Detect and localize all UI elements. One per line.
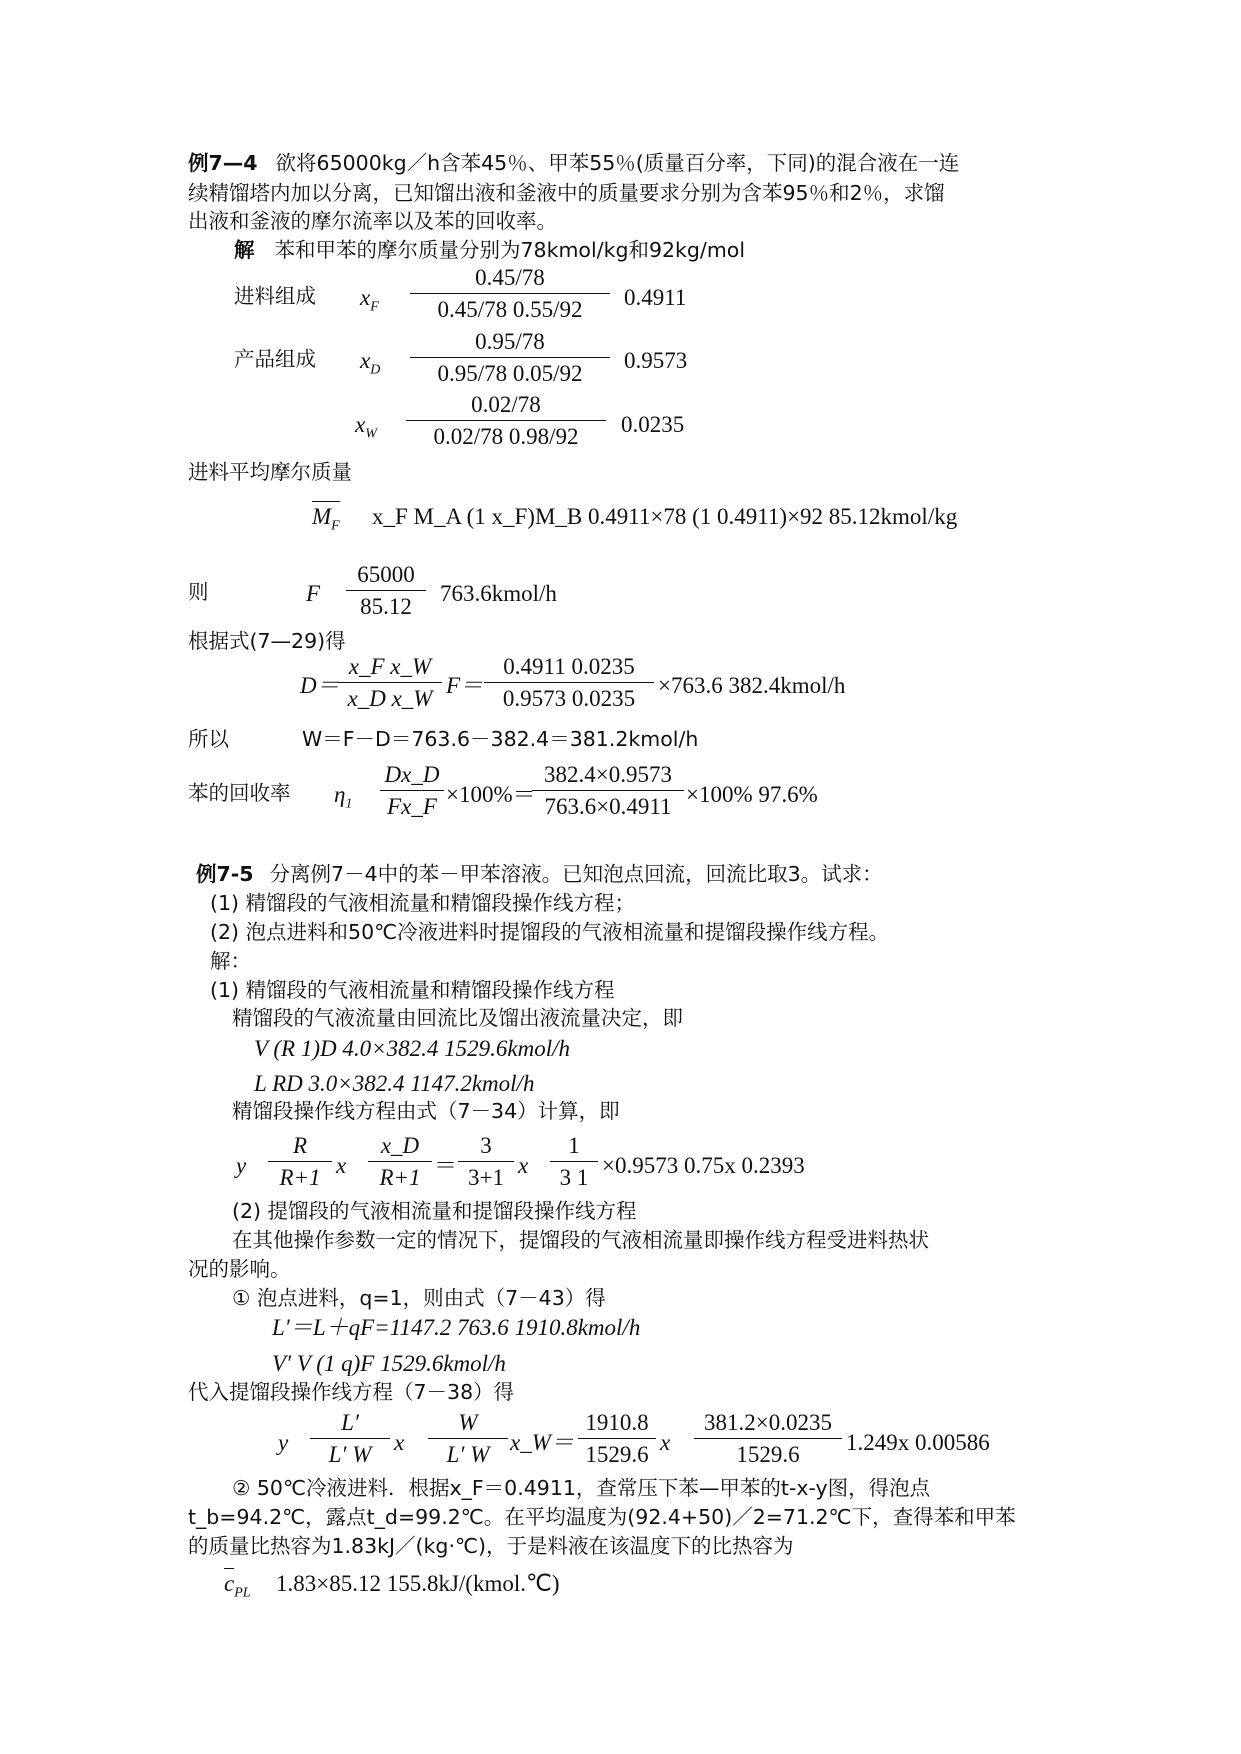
- f-fraction: [346, 563, 426, 619]
- case-2-line-1: ② 50℃冷液进料．根据x_F＝0.4911，查常压下苯—甲苯的t-x-y图，得泡点: [232, 1476, 931, 1500]
- strip-fraction-2-den: L′ W: [428, 1438, 508, 1467]
- xd-lhs: $x_D$: [360, 348, 381, 378]
- case-2-line-2: t_b=94.2℃，露点t_d=99.2℃。在平均温度为(92.4+50)／2=71.2℃下，查得苯和甲苯: [188, 1505, 1016, 1529]
- strip-fraction-1: [310, 1411, 390, 1467]
- recovery-mid: ×100%＝: [446, 782, 536, 807]
- strip-fraction-3-num: 1910.8: [585, 1410, 649, 1435]
- f-lhs: F: [306, 581, 321, 606]
- l-equation: L RD 3.0×382.4 1147.2kmol/h: [254, 1071, 535, 1096]
- op-fraction-2-den: R+1: [368, 1161, 432, 1190]
- xd-denominator: 0.95/78 0.05/92: [410, 357, 610, 386]
- recovery-lhs: $\eta_1$: [334, 782, 353, 812]
- recovery-value: ×100% 97.6%: [686, 782, 818, 807]
- xf-numerator: 0.45/78: [475, 265, 545, 290]
- v-prime-equation: V′ V (1 q)F 1529.6kmol/h: [272, 1351, 506, 1376]
- op-fraction-1-num: R: [292, 1133, 308, 1158]
- op-rhs: ×0.9573 0.75x 0.2393: [602, 1153, 805, 1178]
- so-label: 所以: [188, 727, 229, 751]
- part-2-heading: (2) 提馏段的气液相流量和提馏段操作线方程: [232, 1199, 637, 1223]
- solution-line: [234, 240, 745, 261]
- xw-value: 0.0235: [621, 412, 685, 437]
- op-fraction-3: [458, 1134, 514, 1190]
- op-fraction-2-num: x_D: [380, 1133, 420, 1158]
- op-fraction-1-den: R+1: [268, 1161, 332, 1190]
- op-fraction-4-den: 3 1: [550, 1161, 598, 1190]
- example-7-5-line: [196, 864, 883, 885]
- strip-fraction-4: [694, 1411, 842, 1467]
- xd-value: 0.9573: [624, 348, 688, 373]
- case-1-heading: ① 泡点进料，q=1，则由式（7－43）得: [232, 1286, 606, 1310]
- d-denominator-symbolic: x_D x_W: [338, 682, 442, 711]
- xd-numerator: 0.95/78: [475, 329, 545, 354]
- cp-lhs: $c_{PL}$: [224, 1572, 251, 1601]
- example-7-4-line-3: 出液和釜液的摩尔流率以及苯的回收率。: [188, 209, 557, 233]
- op-fraction-1: [268, 1134, 332, 1190]
- solution-label-2: 解：: [210, 949, 251, 973]
- example-7-4-line-2: 续精馏塔内加以分离，已知馏出液和釜液中的质量要求分别为含苯95％和2％，求馏: [188, 181, 945, 205]
- example-7-5-label: 例7-5: [196, 862, 254, 886]
- example-7-4-line-1: [188, 153, 959, 174]
- op-fraction-3-den: 3+1: [458, 1161, 514, 1190]
- case-2-line-3: 的质量比热容为1.83kJ／(kg·℃)，于是料液在该温度下的比热容为: [188, 1534, 794, 1558]
- op-fraction-4: [550, 1134, 598, 1190]
- recovery-fraction-numeric: [532, 763, 684, 819]
- strip-fraction-3: [578, 1411, 656, 1467]
- example-7-4-label: 例7—4: [188, 151, 258, 175]
- d-f-symbol: F＝: [446, 673, 484, 698]
- mf-lhs: $M_F$: [312, 505, 340, 534]
- solution-label: 解: [234, 238, 255, 262]
- strip-fraction-4-num: 381.2×0.0235: [704, 1410, 832, 1435]
- xw-lhs: $x_W$: [355, 412, 377, 442]
- l-prime-equation: L′＝L＋qF=1147.2 763.6 1910.8kmol/h: [272, 1315, 641, 1340]
- xw-numerator: 0.02/78: [471, 392, 541, 417]
- d-numerator-symbolic: x_F x_W: [348, 654, 432, 679]
- op-fraction-2: [368, 1134, 432, 1190]
- d-numerator-numeric: 0.4911 0.0235: [503, 654, 635, 679]
- op-x-1: x: [336, 1153, 347, 1178]
- recovery-label: 苯的回收率: [188, 781, 291, 805]
- xw-fraction: [406, 393, 606, 449]
- recovery-numerator-symbolic: Dx_D: [384, 762, 440, 787]
- feed-composition-label: 进料组成: [234, 284, 316, 308]
- f-value: 763.6kmol/h: [440, 581, 557, 606]
- then-label: 则: [188, 580, 209, 604]
- f-numerator: 65000: [357, 562, 415, 587]
- op-x-2: x: [518, 1153, 529, 1178]
- xw-denominator: 0.02/78 0.98/92: [406, 420, 606, 449]
- recovery-fraction-symbolic: [380, 763, 444, 819]
- strip-fraction-3-den: 1529.6: [578, 1438, 656, 1467]
- part-2-description-1: 在其他操作参数一定的情况下，提馏段的气液相流量即操作线方程受进料热状: [232, 1228, 929, 1252]
- recovery-denominator-symbolic: Fx_F: [380, 790, 444, 819]
- xf-lhs: $x_F$: [360, 285, 379, 315]
- strip-fraction-1-num: L′: [341, 1410, 359, 1435]
- xf-value: 0.4911: [624, 285, 687, 310]
- strip-rhs: 1.249x 0.00586: [846, 1430, 990, 1455]
- strip-lhs: y: [278, 1430, 289, 1455]
- example-7-5-statement: 分离例7－4中的苯－甲苯溶液。已知泡点回流，回流比取3。试求：: [269, 862, 883, 886]
- part-1-description: 精馏段的气液流量由回流比及馏出液流量决定，即: [232, 1006, 683, 1030]
- cp-equation: 1.83×85.12 155.8kJ/(kmol.℃): [276, 1571, 560, 1596]
- mf-equation: x_F M_A (1 x_F)M_B 0.4911×78 (1 0.4911)×92 85.12kmol/kg: [372, 504, 958, 529]
- op-lhs: y: [236, 1153, 247, 1178]
- xf-denominator: 0.45/78 0.55/92: [410, 293, 610, 322]
- product-composition-label: 产品组成: [234, 347, 316, 371]
- d-value: ×763.6 382.4kmol/h: [658, 673, 846, 698]
- op-fraction-4-num: 1: [568, 1133, 580, 1158]
- mean-molar-mass-label: 进料平均摩尔质量: [188, 460, 352, 484]
- part-1-heading: (1) 精馏段的气液相流量和精馏段操作线方程: [210, 978, 615, 1002]
- d-lhs: D＝: [300, 673, 340, 698]
- strip-fraction-1-den: L′ W: [310, 1438, 390, 1467]
- op-equals: ＝: [434, 1153, 457, 1178]
- xd-fraction: [410, 330, 610, 386]
- op-fraction-3-num: 3: [480, 1133, 492, 1158]
- solution-text: 苯和甲苯的摩尔质量分别为78kmol/kg和92kg/mol: [274, 238, 746, 262]
- d-denominator-numeric: 0.9573 0.0235: [484, 682, 654, 711]
- operating-line-description: 精馏段操作线方程由式（7－34）计算，即: [232, 1099, 620, 1123]
- question-2: (2) 泡点进料和50℃冷液进料时提馏段的气液相流量和提馏段操作线方程。: [210, 920, 890, 944]
- strip-x-2: x: [660, 1430, 671, 1455]
- f-denominator: 85.12: [346, 590, 426, 619]
- equation-7-29-label: 根据式(7—29)得: [188, 629, 346, 653]
- v-equation: V (R 1)D 4.0×382.4 1529.6kmol/h: [254, 1036, 570, 1061]
- recovery-denominator-numeric: 763.6×0.4911: [532, 790, 684, 819]
- question-1: (1) 精馏段的气液相流量和精馏段操作线方程；: [210, 891, 636, 915]
- recovery-numerator-numeric: 382.4×0.9573: [544, 762, 672, 787]
- example-7-4-statement: 欲将65000kg／h含苯45％、甲苯55％(质量百分率，下同)的混合液在一连: [275, 151, 960, 175]
- xf-fraction: [410, 266, 610, 322]
- d-fraction-numeric: [484, 655, 654, 711]
- d-fraction-symbolic: [338, 655, 442, 711]
- strip-fraction-2: [428, 1411, 508, 1467]
- strip-xw: x_W＝: [510, 1430, 574, 1455]
- strip-fraction-2-num: W: [458, 1410, 478, 1435]
- substitute-label: 代入提馏段操作线方程（7－38）得: [188, 1380, 515, 1404]
- strip-fraction-4-den: 1529.6: [694, 1438, 842, 1467]
- strip-x-1: x: [394, 1430, 405, 1455]
- part-2-description-2: 况的影响。: [188, 1257, 291, 1281]
- w-equation: W＝F－D＝763.6－382.4＝381.2kmol/h: [302, 727, 699, 751]
